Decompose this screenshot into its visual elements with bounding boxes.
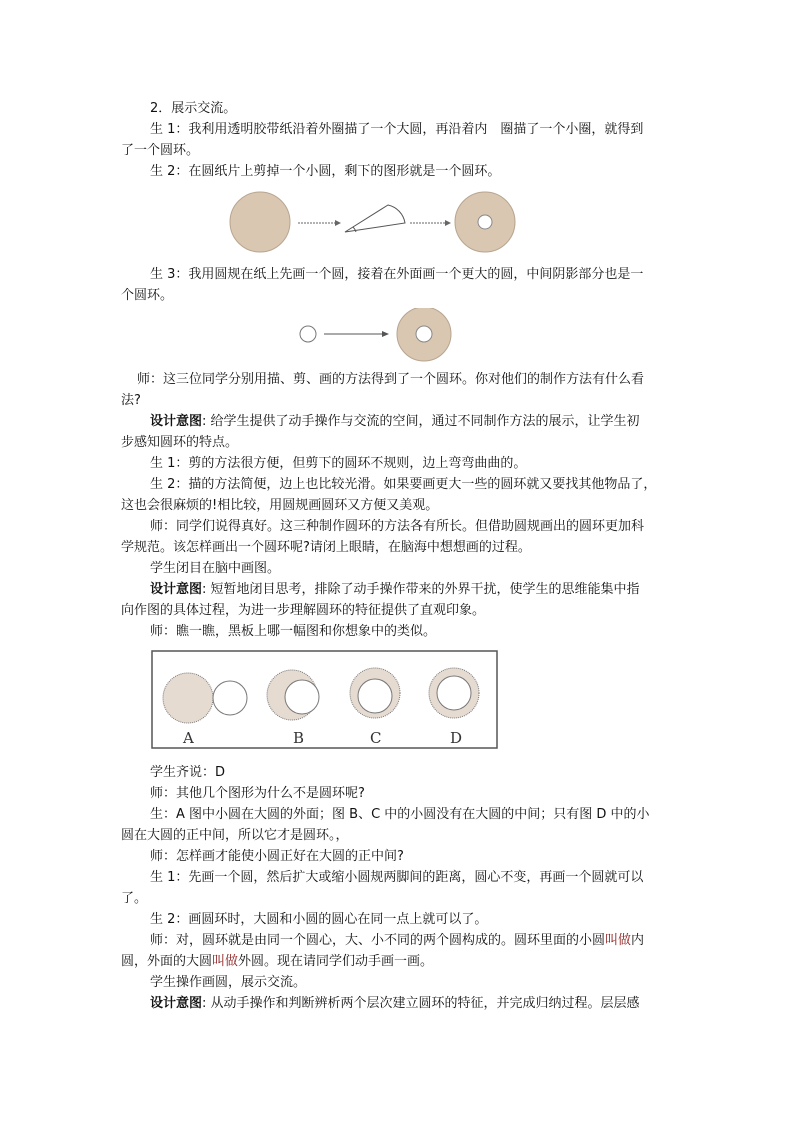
arrow-icon	[298, 220, 341, 226]
text-line: 这也会很麻烦的!相比较，用圆规画圆环又方便又美观。	[121, 498, 439, 513]
option-label-a: A	[183, 729, 194, 747]
option-label-d: D	[450, 729, 463, 747]
section-heading: 2．展示交流。	[150, 101, 237, 116]
text-line: 师：对，圆环就是由同一个圆心，大、小不同的两个圆构成的。圆环里面的小圆叫做内	[150, 933, 645, 948]
small-circle	[300, 326, 316, 342]
design-intent-label: 设计意图	[150, 996, 203, 1011]
arrow-icon	[324, 331, 389, 337]
text-line: 学生操作画圆，展示交流。	[150, 975, 307, 990]
highlighted-term: 叫做	[605, 933, 632, 948]
text-line: 生 1：先画一个圆，然后扩大或缩小圆规两脚间的距离，圆心不变，再画一个圆就可以	[150, 870, 644, 885]
design-intent-label: 设计意图	[150, 414, 203, 429]
text-line: 师：瞧一瞧，黑板上哪一幅图和你想象中的类似。	[150, 624, 437, 639]
text-line: 师：怎样画才能使小圆正好在大圆的正中间?	[150, 849, 404, 864]
cut-method-figure	[220, 186, 530, 260]
text-line: 了一个圆环。	[121, 143, 200, 158]
text-line: 师：其他几个图形为什么不是圆环呢?	[150, 786, 365, 801]
cut-sector-icon	[345, 205, 405, 232]
text-line: 生 1：我利用透明胶带纸沿着外圈描了一个大圆，再沿着内 圈描了一个小圈，就得到	[150, 122, 644, 137]
compass-method-figure	[290, 308, 460, 364]
text-line: 生 3：我用圆规在纸上先画一个圆，接着在外面画一个更大的圆，中间阴影部分也是一	[150, 267, 644, 282]
design-intent-line: 设计意图: 给学生提供了动手操作与交流的空间，通过不同制作方法的展示，让学生初	[150, 414, 640, 429]
design-intent-line: 设计意图: 从动手操作和判断辨析两个层次建立圆环的特征，并完成归纳过程。层层感	[150, 996, 640, 1011]
text-line: 圆，外面的大圆叫做外圆。现在请同学们动手画一画。	[121, 954, 434, 969]
highlighted-term: 叫做	[212, 954, 239, 969]
option-label-c: C	[370, 729, 382, 747]
options-figure	[150, 650, 500, 750]
option-c-figure	[350, 668, 400, 718]
ring-hole	[416, 326, 432, 342]
text-line: 学规范。该怎样画出一个圆环呢?请闭上眼睛，在脑海中想想画的过程。	[121, 540, 531, 555]
text-line: 生 1：剪的方法很方便，但剪下的圆环不规则，边上弯弯曲曲的。	[150, 456, 527, 471]
text-line: 学生齐说：D	[150, 765, 226, 780]
text-line: 向作图的具体过程，为进一步理解圆环的特征提供了直观印象。	[121, 603, 486, 618]
option-d-figure	[429, 668, 479, 718]
text-line: 法?	[121, 393, 141, 408]
ring-hole	[478, 215, 492, 229]
text-line: 圆在大圆的正中间，所以它才是圆环。，	[121, 828, 349, 843]
arrow-icon	[410, 220, 451, 226]
text-line: 步感知圆环的特点。	[121, 435, 239, 450]
text-line: 师：同学们说得真好。这三种制作圆环的方法各有所长。但借助圆规画出的圆环更加科	[150, 519, 645, 534]
design-intent-line: 设计意图: 短暂地闭目思考，排除了动手操作带来的外界干扰，使学生的思维能集中指	[150, 582, 640, 597]
option-label-b: B	[293, 729, 305, 747]
text-line: 生 2：画圆环时，大圆和小圆的圆心在同一点上就可以了。	[150, 912, 488, 927]
text-line: 生 2：描的方法简便，边上也比较光滑。如果要画更大一些的圆环就又要找其他物品了，	[150, 477, 657, 492]
text-line: 生 2：在圆纸片上剪掉一个小圆，剩下的图形就是一个圆环。	[150, 164, 501, 179]
text-line: 个圆环。	[121, 288, 174, 303]
text-line: 师：这三位同学分别用描、剪、画的方法得到了一个圆环。你对他们的制作方法有什么看	[137, 372, 645, 387]
text-line: 了。	[121, 891, 148, 906]
text-line: 学生闭目在脑中画图。	[150, 561, 281, 576]
text-line: 生：A 图中小圆在大圆的外面；图 B、C 中的小圆没有在大圆的中间；只有图 D 中的小	[150, 807, 650, 822]
design-intent-label: 设计意图	[150, 582, 203, 597]
full-circle	[230, 192, 290, 252]
